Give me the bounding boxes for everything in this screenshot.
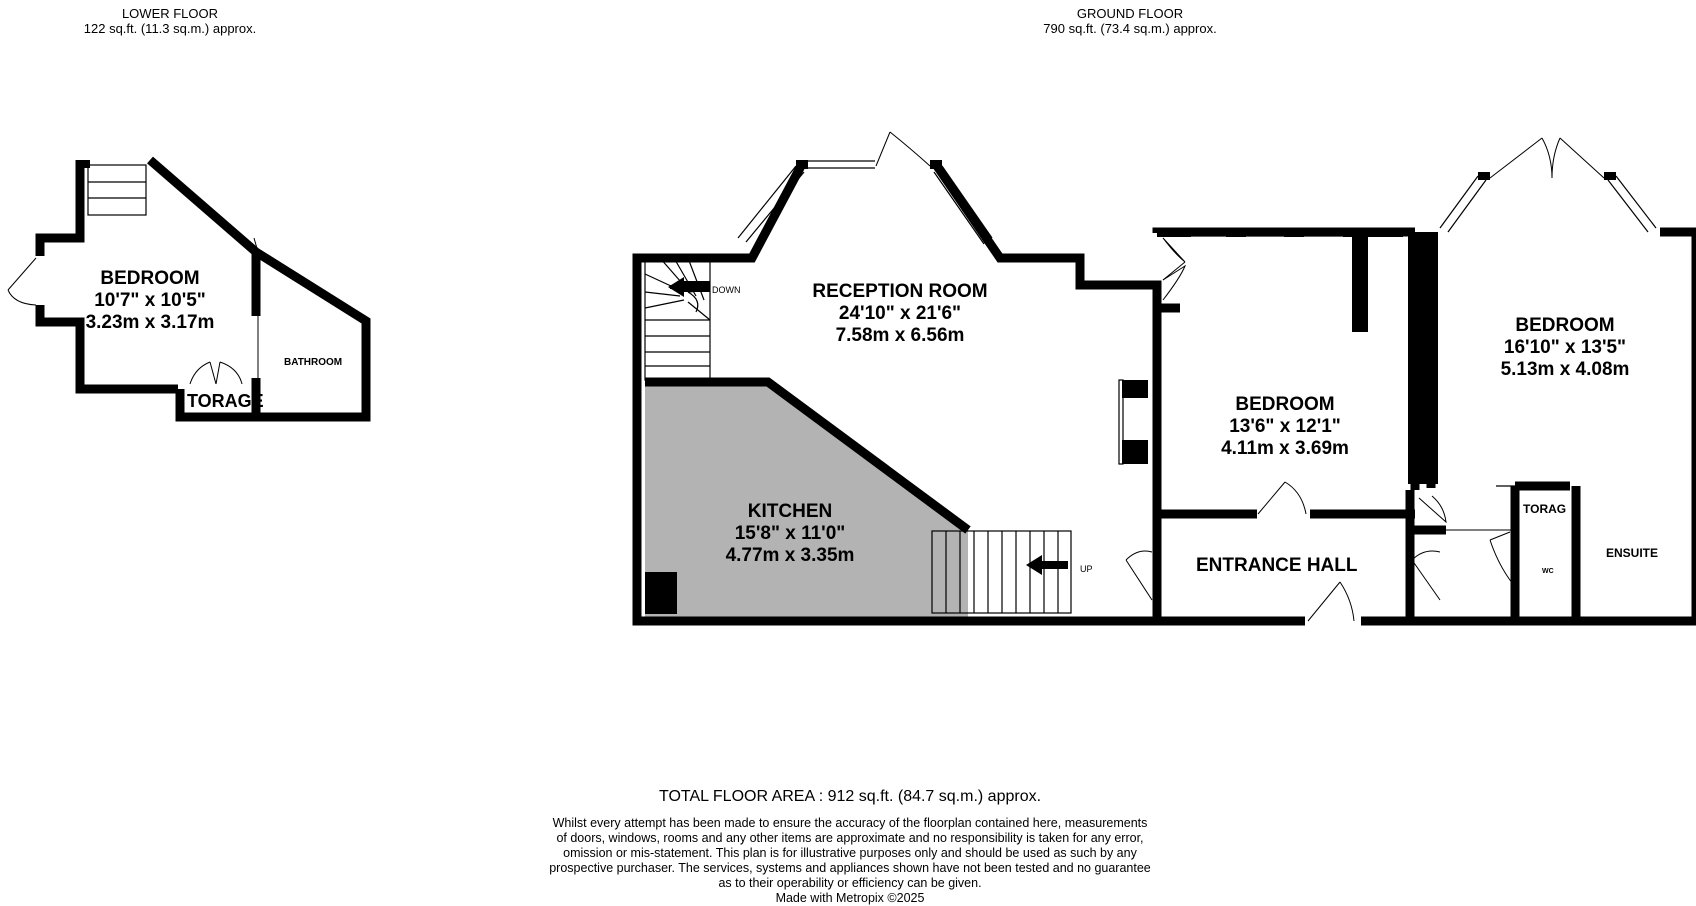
ground-floor-area: 790 sq.ft. (73.4 sq.m.) approx. bbox=[1043, 21, 1217, 36]
stairs-down bbox=[645, 258, 710, 380]
wc-label: WC bbox=[1542, 568, 1554, 575]
storage-ground-label: TORAG bbox=[1523, 502, 1567, 516]
room-name: BEDROOM bbox=[1515, 315, 1615, 336]
lower-floor-area: 122 sq.ft. (11.3 sq.m.) approx. bbox=[83, 21, 257, 36]
room-metric: 3.23m x 3.17m bbox=[85, 312, 215, 333]
storage-lower-label: TORAGE bbox=[187, 391, 264, 411]
bathroom-label: BATHROOM bbox=[284, 357, 343, 368]
lower-floor-title: LOWER FLOOR bbox=[121, 6, 219, 21]
room-metric: 4.77m x 3.35m bbox=[725, 545, 855, 566]
room-imperial: 15'8" x 11'0" bbox=[734, 523, 846, 544]
down-label: DOWN bbox=[712, 285, 741, 295]
bedroom-right-label bbox=[1465, 315, 1665, 381]
up-label: UP bbox=[1080, 564, 1093, 574]
disclaimer-line: omission or mis-statement. This plan is for illustrative purposes only and should be used as such by any bbox=[563, 846, 1137, 860]
disclaimer-line: of doors, windows, rooms and any other items are approximate and no responsibility is taken for any error, bbox=[556, 831, 1144, 845]
made-with-line: Made with Metropix ©2025 bbox=[775, 891, 925, 905]
room-metric: 7.58m x 6.56m bbox=[835, 325, 965, 346]
room-metric: 4.11m x 3.69m bbox=[1221, 438, 1349, 459]
reception-room-label bbox=[780, 281, 1020, 347]
down-arrow-head-icon bbox=[668, 277, 684, 297]
disclaimer-line: as to their operability or efficiency can be given. bbox=[718, 876, 982, 890]
ensuite-label: ENSUITE bbox=[1606, 546, 1659, 560]
disclaimer-line: Whilst every attempt has been made to ensure the accuracy of the floorplan contained here, measurements bbox=[552, 816, 1148, 830]
disclaimer-line: prospective purchaser. The services, systems and appliances shown have not been tested and no guarantee bbox=[549, 861, 1151, 875]
lower-wall-post bbox=[76, 160, 90, 168]
room-name: BEDROOM bbox=[100, 268, 200, 289]
entrance-hall-label: ENTRANCE HALL bbox=[1196, 555, 1358, 576]
kitchen-label bbox=[700, 501, 880, 567]
lower-bedroom-label bbox=[70, 268, 230, 334]
bedroom-middle-label bbox=[1185, 394, 1385, 460]
up-arrow-icon bbox=[1026, 555, 1068, 575]
room-name: BEDROOM bbox=[1235, 394, 1335, 415]
room-imperial: 13'6" x 12'1" bbox=[1229, 416, 1341, 437]
room-name: KITCHEN bbox=[747, 501, 833, 522]
disclaimer bbox=[430, 816, 1270, 906]
ground-floor-title: GROUND FLOOR bbox=[1076, 6, 1184, 21]
room-metric: 5.13m x 4.08m bbox=[1500, 359, 1630, 380]
room-imperial: 10'7" x 10'5" bbox=[94, 290, 206, 311]
total-floor-area: TOTAL FLOOR AREA : 912 sq.ft. (84.7 sq.m.) approx. bbox=[658, 788, 1042, 805]
room-imperial: 16'10" x 13'5" bbox=[1503, 337, 1627, 358]
room-name: RECEPTION ROOM bbox=[812, 281, 988, 302]
room-imperial: 24'10" x 21'6" bbox=[838, 303, 962, 324]
kitchen-appliance bbox=[645, 572, 677, 614]
lower-stairs bbox=[88, 165, 146, 215]
